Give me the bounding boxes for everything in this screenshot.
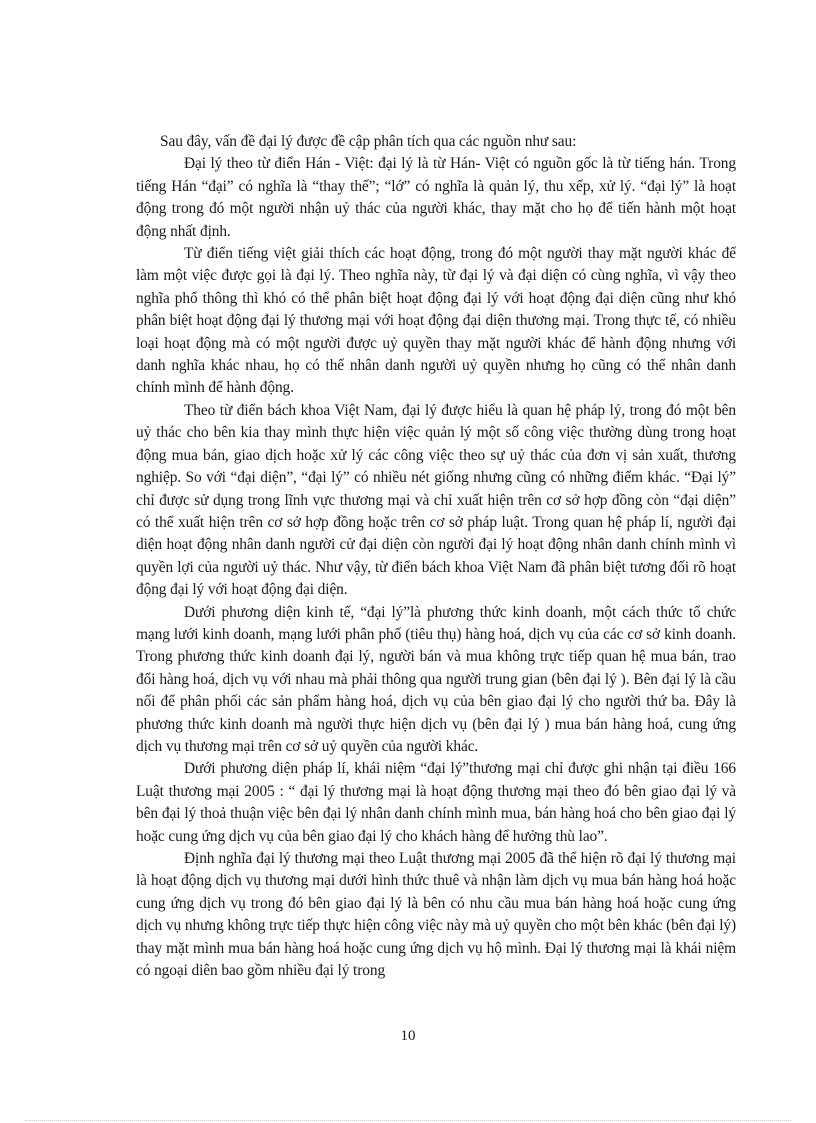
paragraph-kinh-te: Dưới phương diện kinh tế, “đại lý”là phương thức kinh doanh, một cách thức tổ chức mạng lưới kinh doanh, mạng lưới phân phố (tiêu thụ) hàng hoá, dịch vụ của các cơ sở kinh doanh. Trong phương thức kinh doanh đại lý, người bán và mua không trực tiếp quan hệ mua bán, trao đổi hàng hoá, dịch vụ với nhau mà phải thông qua người trung gian (bên đại lý ). Bên đại lý là cầu nối để phân phối các sản phẩm hàng hoá, dịch vụ của bên giao đại lý cho người thứ ba. Đây là phương thức kinh doanh mà người thực hiện dịch vụ (bên đại lý ) mua bán hàng hoá, cung ứng dịch vụ thương mại trên cơ sở uỷ quyền của người khác. bbox=[136, 603, 736, 755]
paragraph-bach-khoa: Theo từ điển bách khoa Việt Nam, đại lý được hiểu là quan hệ pháp lý, trong đó một bên uỷ thác cho bên kia thay mình thực hiện việc quản lý một số công việc thường dùng trong hoạt động mua bán, giao dịch hoặc xử lý các công việc theo sự uỷ thác của đơn vị sản xuất, thương nghiệp. So với “đại diện”, “đại lý” có nhiều nét giống nhưng cũng có những điểm khác. “Đại lý” chỉ được sử dụng trong lĩnh vực thương mại và chỉ xuất hiện trên cơ sở hợp đồng còn “đại diện” có thể xuất hiện trên cơ sở hợp đồng hoặc trên cơ sở pháp luật. Trong quan hệ pháp lí, người đại diện hoạt động nhân danh người cử đại diện còn người đại lý hoạt động nhân danh chính mình vì quyền lợi của người uỷ thác. Như vậy, từ điển bách khoa Việt Nam đã phân biệt tương đối rõ hoạt động đại lý với hoạt động đại diện. bbox=[136, 401, 736, 599]
paragraph-han-viet: Đại lý theo từ điển Hán - Việt: đại lý là từ Hán- Việt có nguồn gốc là từ tiếng hán. Trong tiếng Hán “đại” có nghĩa là “thay thế”; “lớ” có nghĩa là quản lý, thu xếp, xử lý. “đại lý” là hoạt động trong đó một người nhận uỷ thác của người khác, thay mặt cho họ để tiến hành một hoạt động nhất định. bbox=[136, 155, 736, 240]
paragraph-phap-li: Dưới phương diện pháp lí, khái niệm “đại lý”thương mại chỉ được ghi nhận tại điều 166 Luật thương mại 2005 : “ đại lý thương mại là hoạt động thương mại theo đó bên giao đại lý và bên đại lý thoả thuận việc bên đại lý nhân danh chính mình mua, bán hàng hoá cho bên giao đại lý hoặc cung ứng dịch vụ của bên giao đại lý cho khách hàng để hưởng thù lao”. bbox=[136, 760, 736, 845]
page-bottom-divider bbox=[25, 1120, 791, 1121]
document-body bbox=[136, 131, 736, 982]
paragraph-dinh-nghia: Định nghĩa đại lý thương mại theo Luật thương mại 2005 đã thể hiện rõ đại lý thương mại là hoạt động dịch vụ thương mại dưới hình thức thuê và nhận làm dịch vụ mua bán hàng hoá hoặc cung ứng dịch vụ trong đó bên giao đại lý là bên có nhu cầu mua bán hàng hoá hoặc cung ứng dịch vụ nhưng không trực tiếp thực hiện công việc này mà uỷ quyền cho một bên khác (bên đại lý) thay mặt mình mua bán hàng hoá hoặc cung ứng dịch vụ hộ mình. Đại lý thương mại là khái niệm có ngoại diên bao gồm nhiều đại lý trong bbox=[136, 850, 736, 980]
page-number: 10 bbox=[400, 1028, 416, 1044]
paragraph-tieng-viet: Từ điển tiếng việt giải thích các hoạt động, trong đó một người thay mặt người khác để làm một việc được gọi là đại lý. Theo nghĩa này, từ đại lý và đại diện có cùng nghĩa, vì vậy theo nghĩa phổ thông thì khó có thể phân biệt hoạt động đại lý với hoạt động đại diện cũng như khó phân biệt hoạt động đại lý thương mại với hoạt động đại diện thương mại. Trong thực tế, có nhiều loại hoạt động mà có một người được uỷ quyền thay mặt người khác để hành động nhưng với danh nghĩa khác nhau, họ có thể nhân danh người uỷ quyền nhưng họ cũng có thể nhân danh chính mình để hành động. bbox=[136, 245, 736, 397]
paragraph-intro: Sau đây, vấn đề đại lý được đề cập phân tích qua các nguồn như sau: bbox=[160, 133, 577, 150]
